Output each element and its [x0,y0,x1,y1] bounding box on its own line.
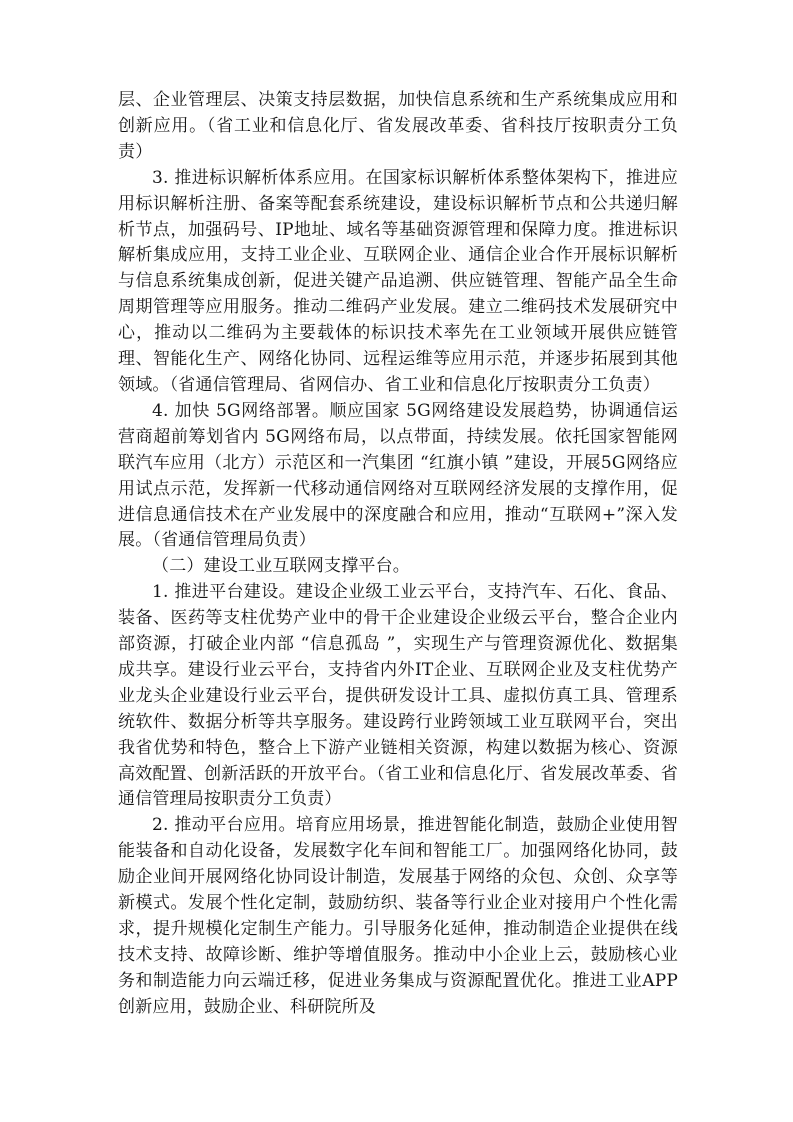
paragraph-platform-construction: 1. 推进平台建设。建设企业级工业云平台，支持汽车、石化、食品、装备、医药等支柱优势产业中的骨干企业建设企业级云平台，整合企业内部资源，打破企业内部 “信息孤岛 ”，实现生产与管理资源优化、数据集成共享。建设行业云平台，支持省内外IT企业、互联网企业及支柱优势产业龙头企业建设行业云平台，提供研发设计工具、虚拟仿真工具、管理系统软件、数据分析等共享服务。建设跨行业跨领域工业互联网平台，突出我省优势和特色，整合上下游产业链相关资源，构建以数据为核心、资源高效配置、创新活跃的开放平台。（省工业和信息化厅、省发展改革委、省通信管理局按职责分工负责） [118,582,678,810]
paragraph-identifier-resolution: 3. 推进标识解析体系应用。在国家标识解析体系整体架构下，推进应用标识解析注册、备案等配套系统建设，建设标识解析节点和公共递归解析节点，加强码号、IP地址、域名等基础资源管理和保障力度。推进标识解析集成应用，支持工业企业、互联网企业、通信企业合作开展标识解析与信息系统集成创新，促进关键产品追溯、供应链管理、智能产品全生命周期管理等应用服务。推动二维码产业发展。建立二维码技术发展研究中心，推动以二维码为主要载体的标识技术率先在工业领域开展供应链管理、智能化生产、网络化协同、远程运维等应用示范，并逐步拓展到其他领域。（省通信管理局、省网信办、省工业和信息化厅按职责分工负责） [118,167,678,395]
paragraph-platform-application: 2. 推动平台应用。培育应用场景，推进智能化制造，鼓励企业使用智能装备和自动化设备，发展数字化车间和智能工厂。加强网络化协同，鼓励企业间开展网络化协同设计制造，发展基于网络的众包、众创、众享等新模式。发展个性化定制，鼓励纺织、装备等行业企业对接用户个性化需求，提升规模化定制生产能力。引导服务化延伸，推动制造企业提供在线技术支持、故障诊断、维护等增值服务。推动中小企业上云，鼓励核心业务和制造能力向云端迁移，促进业务集成与资源配置优化。推进工业APP创新应用，鼓励企业、科研院所及 [118,815,678,1017]
document-page [118,88,678,1021]
section-heading-platform: （二）建设工业互联网支撑平台。 [152,556,410,577]
paragraph-5g-deployment: 4. 加快 5G网络部署。顺应国家 5G网络建设发展趋势，协调通信运营商超前筹划省内 5G网络布局，以点带面，持续发展。依托国家智能网联汽车应用（北方）示范区和一汽集团 “红旗小镇 ”建设，开展5G网络应用试点示范，发挥新一代移动通信网络对互联网经济发展的支撑作用，促进信息通信技术在产业发展中的深度融合和应用，推动“互联网+”深入发展。（省通信管理局负责） [118,400,678,551]
paragraph-continuation: 层、企业管理层、决策支持层数据，加快信息系统和生产系统集成应用和创新应用。（省工业和信息化厅、省发展改革委、省科技厅按职责分工负责） [118,90,678,162]
